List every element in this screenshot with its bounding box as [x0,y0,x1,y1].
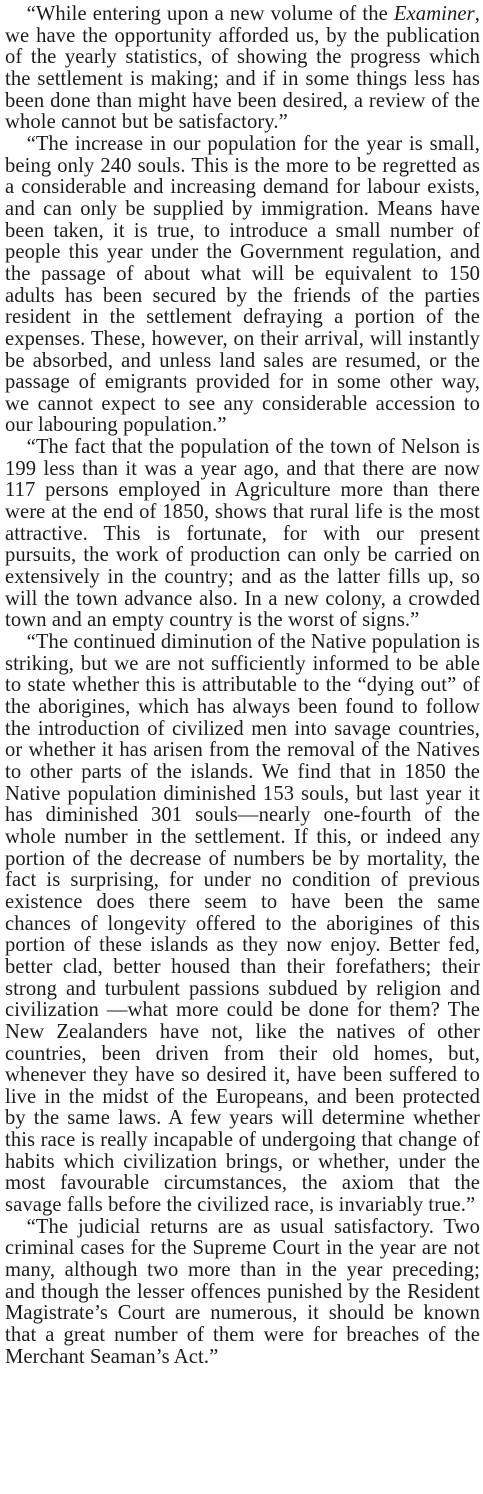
paragraph-judicial-returns: “The judicial returns are as usual satisfactory. Two criminal cases for the Supreme Court in the year are not many, although two more than in the year preceding; and though the lesser offences punished by the Resident Magistrate’s Court are numerous, it should be known that a great number of them were for breaches of the Merchant Seaman’s Act.” [5,1215,480,1368]
paragraph-population-increase: “The increase in our population for the year is small, being only 240 souls. This is the more to be regretted as a considerable and increasing demand for labour exists, and can only be supplied by immigration. Means have been taken, it is true, to introduce a small number of people this year under the Government regulation, and the passage of about what will be equivalent to 150 adults has been secured by the friends of the parties resident in the settlement defraying a portion of the expenses. These, however, on their arrival, will instantly be absorbed, and unless land sales are resumed, or the passage of emigrants provided for in some other way, we cannot expect to see any considerable accession to our labouring population.” [5,132,480,437]
paragraph-volume-intro [5,4,480,134]
paragraph-lead-text: “While entering upon a new volume of the [26,3,394,25]
newspaper-title: Examiner [393,3,475,25]
paragraph-nelson-town: “The fact that the population of the town of Nelson is 199 less than it was a year ago, and that there are now 117 persons employed in Agriculture more than there were at the end of 1850, shows that rural life is the most attractive. This is fortunate, for with our present pursuits, the work of production can only be carried on extensively in the country; and as the latter fills up, so will the town advance also. In a new colony, a crowded town and an empty country is the worst of signs.” [5,436,480,632]
paragraph-rest-text: , we have the opportunity afforded us, by the publication of the yearly statistics, of showing the progress which the settlement is making; and if in some things less has been done than might have been desired, a review of the whole cannot but be satisfactory.” [5,3,480,134]
paragraph-native-population: “The continued diminution of the Native population is striking, but we are not sufficiently informed to be able to state whether this is attributable to the “dying out” of the aborigines, which has always been found to follow the introduction of civilized men into savage countries, or whether it has arisen from the removal of the Natives to other parts of the islands. We find that in 1850 the Native population diminished 153 souls, but last year it has diminished 301 souls—nearly one-fourth of the whole number in the settlement. If this, or indeed any portion of the decrease of numbers be by mortality, the fact is surprising, for under no condition of previous existence does there seem to have been the same chances of longevity offered to the aborigines of this portion of these islands as they now enjoy. Better fed, better clad, better housed than their forefathers; their strong and turbulent passions subdued by religion and civilization —what more could be done for them? The New Zealanders have not, like the natives of other countries, been driven from their old homes, but, whenever they have so desired it, have been suffered to live in the midst of the Europeans, and been protected by the same laws. A few years will determine whether this race is really incapable of undergoing that change of habits which civilization brings, or whether, under the most favourable circumstances, the axiom that the savage falls before the civilized race, is invariably true.” [5,631,480,1217]
